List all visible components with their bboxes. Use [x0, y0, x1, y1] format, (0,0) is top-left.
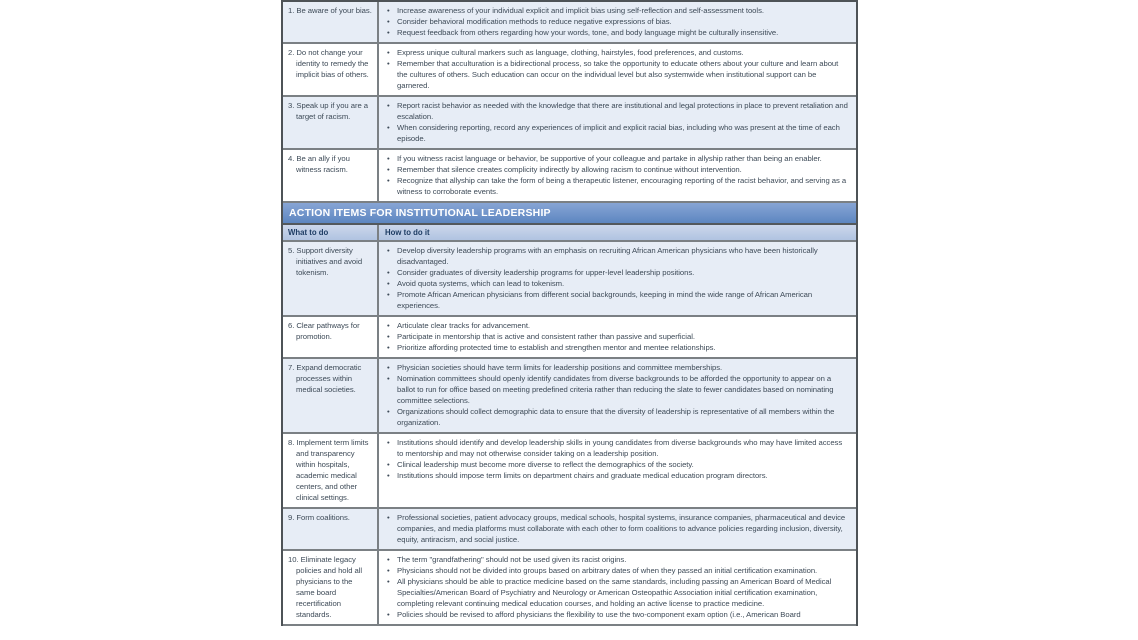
- bullet-item: • Organizations should collect demographic data to ensure that the diversity of leadership is representative of all members within the organization.: [385, 406, 848, 428]
- bullet-item: • Remember that silence creates complicity indirectly by allowing racism to continue without intervention.: [385, 164, 848, 175]
- column-header-row: [283, 225, 856, 242]
- bullet-item: • Report racist behavior as needed with the knowledge that there are institutional and legal protections in place to prevent retaliation and escalation.: [385, 100, 848, 122]
- table-row: [283, 551, 856, 626]
- bullet-item: • Institutions should identify and develop leadership skills in young candidates from diverse backgrounds who may have limited access to mentorship and may not otherwise consider taking on a leadership position.: [385, 437, 848, 459]
- table-row: [283, 317, 856, 359]
- bullet-item: • The term "grandfathering" should not be used given its racist origins.: [385, 554, 848, 565]
- how-to-do-it-cell: [379, 97, 856, 148]
- bullet-item: • Physicians should not be divided into groups based on arbitrary dates of when they passed an initial certification examination.: [385, 565, 848, 576]
- how-to-do-it-cell: [379, 359, 856, 432]
- bullet-item: • Promote African American physicians from different social backgrounds, keeping in mind the wide range of African American experiences.: [385, 289, 848, 311]
- how-bullet-list: [385, 47, 848, 91]
- how-bullet-list: [385, 320, 848, 353]
- column-header-how-to-do-it: How to do it: [385, 228, 430, 237]
- how-bullet-list: [385, 512, 848, 545]
- section-header-label: ACTION ITEMS FOR INSTITUTIONAL LEADERSHIP: [289, 207, 551, 219]
- bullet-item: • Increase awareness of your individual explicit and implicit bias using self-reflection and self-assessment tools.: [385, 5, 848, 16]
- how-bullet-list: [385, 153, 848, 197]
- how-to-do-it-cell: [379, 44, 856, 95]
- what-to-do-cell: 8. Implement term limits and transparency within hospitals, academic medical centers, and other clinical settings.: [283, 434, 379, 507]
- table-row: [283, 150, 856, 203]
- how-bullet-list: [385, 554, 848, 620]
- what-to-do-cell: 3. Speak up if you are a target of racism.: [283, 97, 379, 148]
- how-bullet-list: [385, 5, 848, 38]
- bullet-item: • Recognize that allyship can take the form of being a therapeutic listener, encouraging reporting of the racist behavior, and serving as a witness to corroborate events.: [385, 175, 848, 197]
- table-row: [283, 44, 856, 97]
- how-to-do-it-cell: [379, 317, 856, 357]
- how-bullet-list: [385, 437, 848, 481]
- column-header-what-to-do: What to do: [283, 225, 379, 240]
- how-to-do-it-cell: [379, 434, 856, 507]
- what-to-do-cell: 10. Eliminate legacy policies and hold all physicians to the same board recertification standards.: [283, 551, 379, 624]
- bullet-item: • Consider graduates of diversity leadership programs for upper-level leadership positions.: [385, 267, 848, 278]
- how-to-do-it-cell: [379, 551, 856, 624]
- bullet-item: • Physician societies should have term limits for leadership positions and committee memberships.: [385, 362, 848, 373]
- bullet-item: • Policies should be revised to afford physicians the flexibility to use the two-component exam option (i.e., American Board: [385, 609, 848, 620]
- bullet-item: • If you witness racist language or behavior, be supportive of your colleague and partake in allyship rather than being an enabler.: [385, 153, 848, 164]
- how-to-do-it-cell: [379, 509, 856, 549]
- bullet-item: • Request feedback from others regarding how your words, tone, and body language might be culturally insensitive.: [385, 27, 848, 38]
- bullet-item: • Articulate clear tracks for advancement.: [385, 320, 848, 331]
- bullet-item: • Participate in mentorship that is active and consistent rather than passive and superficial.: [385, 331, 848, 342]
- bullet-item: • Develop diversity leadership programs with an emphasis on recruiting African American physicians who have been historically disadvantaged.: [385, 245, 848, 267]
- bullet-item: • Institutions should impose term limits on department chairs and graduate medical education program directors.: [385, 470, 848, 481]
- how-to-do-it-cell: [379, 242, 856, 315]
- action-items-table: [281, 0, 858, 626]
- bullet-item: • Clinical leadership must become more diverse to reflect the demographics of the society.: [385, 459, 848, 470]
- how-bullet-list: [385, 100, 848, 144]
- section-header-institutional-leadership: [283, 203, 856, 225]
- bullet-item: • Express unique cultural markers such as language, clothing, hairstyles, food preferences, and customs.: [385, 47, 848, 58]
- bullet-item: • Prioritize affording protected time to establish and strengthen mentor and mentee relationships.: [385, 342, 848, 353]
- bullet-item: • Avoid quota systems, which can lead to tokenism.: [385, 278, 848, 289]
- how-to-do-it-cell: [379, 150, 856, 201]
- table-row: [283, 2, 856, 44]
- what-to-do-cell: 5. Support diversity initiatives and avoid tokenism.: [283, 242, 379, 315]
- what-to-do-cell: 7. Expand democratic processes within medical societies.: [283, 359, 379, 432]
- table-row: [283, 434, 856, 509]
- how-bullet-list: [385, 245, 848, 311]
- bullet-item: • Nomination committees should openly identify candidates from diverse backgrounds to be afforded the opportunity to appear on a ballot to run for office based on meeting predefined criteria rather than reducing the slate to fewer candidates based on nominating committee selections.: [385, 373, 848, 406]
- what-to-do-cell: 6. Clear pathways for promotion.: [283, 317, 379, 357]
- what-to-do-cell: 1. Be aware of your bias.: [283, 2, 379, 42]
- table-row: [283, 509, 856, 551]
- bullet-item: • Consider behavioral modification methods to reduce negative expressions of bias.: [385, 16, 848, 27]
- how-to-do-it-cell: [379, 2, 856, 42]
- institutional-action-rows: [283, 242, 856, 626]
- what-to-do-cell: 4. Be an ally if you witness racism.: [283, 150, 379, 201]
- personal-action-rows: [283, 2, 856, 203]
- how-bullet-list: [385, 362, 848, 428]
- table-row: [283, 242, 856, 317]
- table-row: [283, 359, 856, 434]
- table-row: [283, 97, 856, 150]
- bullet-item: • Remember that acculturation is a bidirectional process, so take the opportunity to educate others about your culture and learn about the cultures of others. Such education can occur on the individual level but also systemwide when institutional support can be garnered.: [385, 58, 848, 91]
- bullet-item: • When considering reporting, record any experiences of implicit and explicit racial bias, including who was present at the time of each episode.: [385, 122, 848, 144]
- bullet-item: • Professional societies, patient advocacy groups, medical schools, hospital systems, insurance companies, pharmaceutical and device companies, and media platforms must collaborate with each other to form coalitions to advance policies regarding inclusion, diversity, equity, antiracism, and social justice.: [385, 512, 848, 545]
- what-to-do-cell: 2. Do not change your identity to remedy the implicit bias of others.: [283, 44, 379, 95]
- bullet-item: • All physicians should be able to practice medicine based on the same standards, including passing an American Board of Medical Specialties/American Board of Psychiatry and Neurology or American Osteopathic Association initial certification examination, completing relevant continuing medical education courses, and holding an active license to practice medicine.: [385, 576, 848, 609]
- what-to-do-cell: 9. Form coalitions.: [283, 509, 379, 549]
